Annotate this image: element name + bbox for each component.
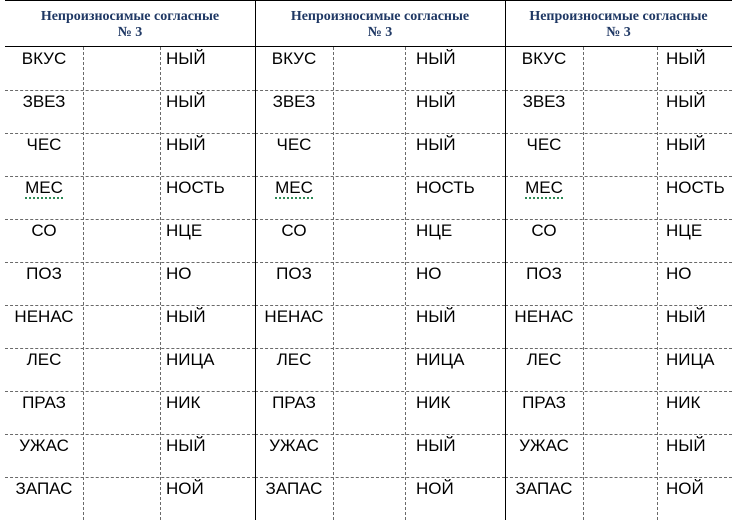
word-end: НЦЕ — [666, 221, 703, 240]
word-row — [5, 133, 255, 177]
word-start: УЖАС — [269, 436, 319, 455]
word-start: ПОЗ — [276, 264, 312, 283]
word-start: ВКУС — [271, 49, 317, 68]
word-start: СО — [31, 221, 57, 240]
word-end: НЫЙ — [666, 436, 706, 455]
cut-line — [657, 47, 658, 520]
word-row — [5, 391, 255, 435]
word-end: НО — [416, 264, 442, 283]
cut-line — [160, 47, 161, 520]
word-end: НИК — [166, 393, 201, 412]
word-row — [255, 477, 505, 521]
word-start: ВКУС — [521, 49, 567, 68]
word-end: НЫЙ — [166, 436, 206, 455]
word-row — [255, 434, 505, 478]
word-start: ЗВЕЗ — [272, 92, 316, 111]
word-start: ЧЕС — [276, 135, 312, 154]
word-row — [505, 219, 732, 263]
word-end: НЦЕ — [416, 221, 453, 240]
word-end: НОСТЬ — [666, 178, 725, 197]
word-row — [255, 348, 505, 392]
word-row — [5, 262, 255, 306]
word-end: НИЦА — [416, 350, 465, 369]
word-start: СО — [531, 221, 557, 240]
word-start: ПОЗ — [526, 264, 562, 283]
card-panel-1 — [5, 0, 255, 520]
word-start: ЛЕС — [276, 350, 312, 369]
word-start — [505, 176, 583, 219]
word-start: ПРАЗ — [22, 393, 66, 412]
word-end: НО — [666, 264, 692, 283]
header-number: № 3 — [117, 25, 143, 40]
card-panel-2 — [255, 0, 505, 520]
word-row — [255, 262, 505, 306]
spellcheck-underline: МЕС — [525, 178, 563, 197]
word-start: УЖАС — [19, 436, 69, 455]
word-end: НОЙ — [416, 479, 454, 498]
card-panel-3 — [505, 0, 732, 520]
word-end: НИЦА — [666, 350, 715, 369]
word-end: НЫЙ — [666, 49, 706, 68]
header-title: Непроизносимые согласные — [290, 9, 470, 24]
cut-line — [83, 47, 84, 520]
word-row — [505, 176, 732, 220]
word-row — [255, 305, 505, 349]
word-row — [505, 391, 732, 435]
word-row — [505, 47, 732, 91]
word-row — [255, 176, 505, 220]
word-row — [505, 262, 732, 306]
word-start: ПРАЗ — [522, 393, 566, 412]
word-rows — [505, 47, 732, 520]
word-row — [5, 348, 255, 392]
word-end: НОСТЬ — [416, 178, 475, 197]
word-row — [255, 47, 505, 91]
header-number: № 3 — [606, 25, 631, 40]
word-row — [505, 348, 732, 392]
word-row — [505, 477, 732, 521]
word-end: НЫЙ — [416, 92, 456, 111]
header-number: № 3 — [367, 25, 393, 40]
spellcheck-underline: МЕС — [275, 178, 313, 197]
word-end: НОСТЬ — [166, 178, 225, 197]
word-start: ЗАПАС — [15, 479, 73, 498]
word-end: НИК — [666, 393, 701, 412]
word-row — [255, 133, 505, 177]
header-title: Непроизносимые согласные — [40, 9, 220, 24]
spellcheck-underline: МЕС — [25, 178, 63, 197]
word-end: НИЦА — [166, 350, 215, 369]
cut-line — [405, 47, 406, 520]
word-end: НОЙ — [666, 479, 704, 498]
word-row — [505, 90, 732, 134]
panel-header — [255, 0, 505, 47]
word-end: НЫЙ — [666, 135, 706, 154]
word-start: ЗВЕЗ — [522, 92, 566, 111]
word-end: НЫЙ — [416, 135, 456, 154]
word-end: НЫЙ — [416, 436, 456, 455]
word-start: ПРАЗ — [272, 393, 316, 412]
word-start: УЖАС — [519, 436, 569, 455]
cut-line — [583, 47, 584, 520]
word-start: СО — [281, 221, 307, 240]
word-end: НЫЙ — [166, 135, 206, 154]
word-end: НЫЙ — [416, 307, 456, 326]
word-end: НЦЕ — [166, 221, 203, 240]
word-end: НЫЙ — [666, 92, 706, 111]
word-end: НИК — [416, 393, 451, 412]
word-row — [5, 90, 255, 134]
word-row — [255, 219, 505, 263]
word-row — [5, 47, 255, 91]
word-row — [5, 219, 255, 263]
word-row — [5, 434, 255, 478]
header-title: Непроизносимые согласные — [529, 9, 708, 24]
word-start: НЕНАС — [514, 307, 574, 326]
word-rows — [5, 47, 255, 520]
word-start — [5, 176, 83, 219]
word-end: НЫЙ — [416, 49, 456, 68]
word-start: ПОЗ — [26, 264, 62, 283]
word-start: ЗАПАС — [265, 479, 323, 498]
word-start — [255, 176, 333, 219]
word-start: НЕНАС — [14, 307, 74, 326]
word-start: ЛЕС — [26, 350, 62, 369]
word-start: ЗВЕЗ — [22, 92, 66, 111]
word-row — [5, 176, 255, 220]
word-end: НОЙ — [166, 479, 204, 498]
word-row — [505, 305, 732, 349]
panel-header — [5, 0, 255, 47]
word-end: НЫЙ — [166, 49, 206, 68]
word-row — [5, 305, 255, 349]
word-row — [5, 477, 255, 521]
panel-header — [505, 0, 732, 47]
word-end: НЫЙ — [166, 307, 206, 326]
word-start: НЕНАС — [264, 307, 324, 326]
word-row — [505, 434, 732, 478]
word-row — [255, 90, 505, 134]
panel-divider — [255, 0, 256, 520]
word-start: ЧЕС — [26, 135, 62, 154]
word-start: ЛЕС — [526, 350, 562, 369]
word-start: ЗАПАС — [515, 479, 573, 498]
word-row — [255, 391, 505, 435]
word-rows — [255, 47, 505, 520]
word-start: ВКУС — [21, 49, 67, 68]
cut-line — [333, 47, 334, 520]
word-end: НЫЙ — [166, 92, 206, 111]
word-start: ЧЕС — [526, 135, 562, 154]
word-end: НО — [166, 264, 192, 283]
word-row — [505, 133, 732, 177]
panel-divider — [505, 0, 506, 520]
word-end: НЫЙ — [666, 307, 706, 326]
